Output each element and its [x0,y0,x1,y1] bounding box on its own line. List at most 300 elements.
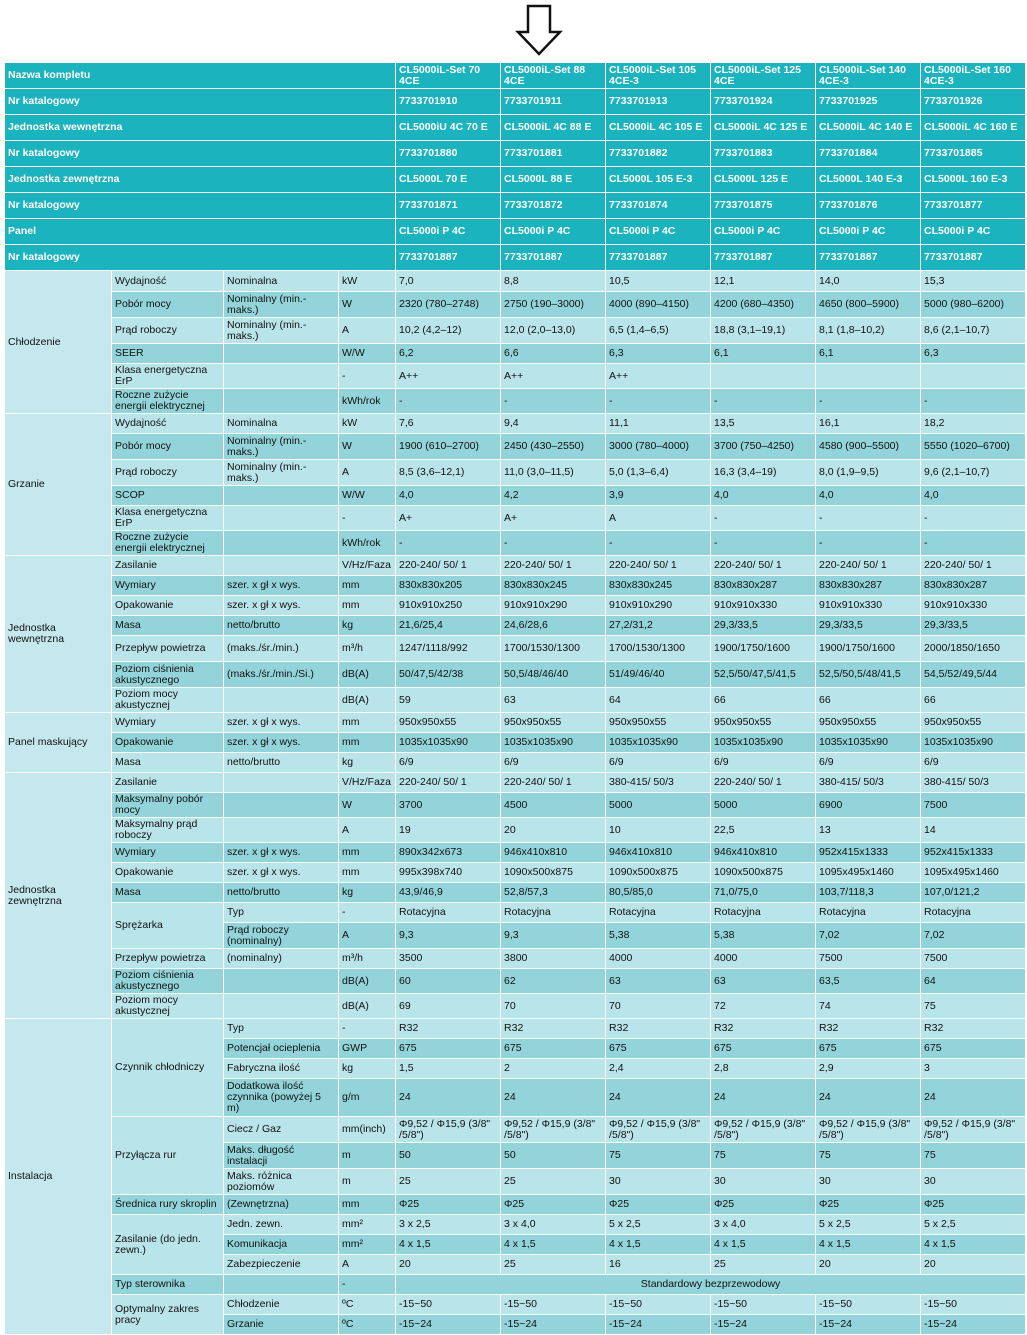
spec-row [5,688,1025,712]
sub-label: Nominalny (min.-maks.) [224,434,338,459]
unit-label: g/m [339,1079,395,1116]
value-cell: 3,9 [606,486,710,505]
unit-label: dB(A) [339,688,395,712]
value-cell: 70 [606,994,710,1018]
value-cell: 29,3/33,5 [711,616,815,635]
spec-row [5,1275,1025,1294]
value-cell: 59 [396,688,500,712]
value-cell: -15~50 [816,1295,920,1314]
header-value: CL5000iL 4C 125 E [711,115,815,140]
value-cell: 4 x 1,5 [501,1235,605,1254]
value-cell: - [921,389,1025,413]
header-label: Nr katalogowy [5,245,395,270]
value-cell: 5000 [606,793,710,817]
value-cell: 830x830x287 [816,576,920,595]
param-label: Optymalny zakres pracy [112,1295,223,1334]
param-label: Czynnik chłodniczy [112,1019,223,1116]
header-label: Jednostka zewnętrzna [5,167,395,192]
header-row [5,219,1025,244]
header-label: Jednostka wewnętrzna [5,115,395,140]
sub-label [224,773,338,792]
param-label: Przyłącza rur [112,1117,223,1194]
param-label: Maksymalny prąd roboczy [112,818,223,842]
value-cell: 8,5 (3,6–12,1) [396,460,500,485]
param-label: Roczne zużycie energii elektrycznej [112,531,223,555]
value-cell: 71,0/75,0 [711,883,815,902]
unit-label: kg [339,1059,395,1078]
value-cell: -15~50 [606,1295,710,1314]
header-row [5,63,1025,88]
header-value: CL5000iL-Set 140 4CE-3 [816,63,920,88]
sub-label [224,1275,338,1294]
unit-label: - [339,903,395,922]
value-cell: 9,3 [396,923,500,948]
unit-label: kg [339,883,395,902]
value-cell: 107,0/121,2 [921,883,1025,902]
value-cell: -15~50 [396,1295,500,1314]
header-value: CL5000L 140 E-3 [816,167,920,192]
sub-label: szer. x gł x wys. [224,596,338,615]
value-cell: 50 [501,1143,605,1168]
value-cell: 9,3 [501,923,605,948]
down-arrow-icon [514,4,564,56]
sub-label: netto/brutto [224,616,338,635]
value-cell: Φ25 [501,1195,605,1214]
header-value: 7733701881 [501,141,605,166]
header-value: CL5000iL 4C 88 E [501,115,605,140]
value-cell: 24 [921,1079,1025,1116]
header-value: CL5000iL-Set 105 4CE-3 [606,63,710,88]
unit-label: dB(A) [339,994,395,1018]
sub-label: Komunikacja [224,1235,338,1254]
value-cell: -15~24 [396,1315,500,1334]
unit-label: - [339,1019,395,1038]
value-cell: 2320 (780–2748) [396,292,500,317]
header-value: 7733701887 [396,245,500,270]
value-cell: 675 [921,1039,1025,1058]
value-cell: 20 [921,1255,1025,1274]
value-cell: 6,5 (1,4–6,5) [606,318,710,343]
value-cell: 25 [711,1255,815,1274]
param-label: Masa [112,616,223,635]
spec-row [5,773,1025,792]
value-cell: 3700 [396,793,500,817]
header-value: CL5000i P 4C [816,219,920,244]
sub-label: Potencjał ocieplenia [224,1039,338,1058]
value-cell: R32 [711,1019,815,1038]
spec-row [5,414,1025,433]
value-cell: 1700/1530/1300 [501,636,605,661]
value-cell: 950x950x55 [921,713,1025,732]
param-label: Sprężarka [112,903,223,948]
section-label: Instalacja [5,1019,111,1334]
unit-label: mm [339,843,395,862]
value-cell: 52,5/50/47,5/41,5 [711,662,815,687]
value-cell: R32 [501,1019,605,1038]
value-cell: 52,8/57,3 [501,883,605,902]
value-cell: 64 [921,969,1025,993]
unit-label: mm [339,1195,395,1214]
value-cell: 380-415/ 50/3 [921,773,1025,792]
value-cell: 4000 [606,949,710,968]
value-cell: 1900/1750/1600 [816,636,920,661]
value-cell: 24 [606,1079,710,1116]
value-cell: 380-415/ 50/3 [606,773,710,792]
header-value: 7733701887 [711,245,815,270]
value-cell: 3 x 4,0 [501,1215,605,1234]
value-cell: 5,0 (1,3–6,4) [606,460,710,485]
spec-row [5,903,1025,922]
value-cell: 75 [606,1143,710,1168]
value-cell: 25 [396,1169,500,1194]
value-cell: A++ [606,364,710,388]
sub-label: Zabezpieczenie [224,1255,338,1274]
value-cell: 910x910x290 [501,596,605,615]
unit-label: A [339,318,395,343]
unit-label: - [339,364,395,388]
value-cell: 2,8 [711,1059,815,1078]
param-label: Wymiary [112,843,223,862]
value-cell: A+ [396,506,500,530]
value-cell: 6,3 [921,344,1025,363]
spec-row [5,531,1025,555]
value-cell: 16 [606,1255,710,1274]
value-cell: 2,9 [816,1059,920,1078]
param-label: Przepływ powietrza [112,636,223,661]
spec-row [5,292,1025,317]
section-label: Panel maskujący [5,713,111,772]
param-label: Przepływ powietrza [112,949,223,968]
header-row [5,193,1025,218]
value-cell: 30 [921,1169,1025,1194]
value-cell [816,364,920,388]
value-cell: 5000 [711,793,815,817]
value-cell: A+ [501,506,605,530]
value-cell: 220-240/ 50/ 1 [501,773,605,792]
sub-label: Ciecz / Gaz [224,1117,338,1142]
value-cell: 9,4 [501,414,605,433]
unit-label: dB(A) [339,969,395,993]
value-cell: 14 [921,818,1025,842]
header-value: 7733701882 [606,141,710,166]
value-cell: 910x910x250 [396,596,500,615]
value-cell: R32 [921,1019,1025,1038]
value-cell: 6/9 [396,753,500,772]
value-cell: 60 [396,969,500,993]
value-cell: 6/9 [816,753,920,772]
sub-label: szer. x gł x wys. [224,863,338,882]
value-cell: 910x910x330 [711,596,815,615]
value-cell: 4,0 [921,486,1025,505]
header-value: 7733701877 [921,193,1025,218]
value-cell: 675 [816,1039,920,1058]
value-cell: 50 [396,1143,500,1168]
spec-row [5,1295,1025,1314]
unit-label: W/W [339,486,395,505]
value-cell: Φ25 [396,1195,500,1214]
unit-label: A [339,923,395,948]
value-cell: 52,5/50,5/48/41,5 [816,662,920,687]
value-cell: 30 [711,1169,815,1194]
value-cell: 830x830x287 [921,576,1025,595]
sub-label [224,389,338,413]
value-cell: 19 [396,818,500,842]
value-cell: 20 [396,1255,500,1274]
value-cell: - [396,531,500,555]
value-cell: 220-240/ 50/ 1 [606,556,710,575]
value-cell: 8,1 (1,8–10,2) [816,318,920,343]
section-label: Jednostka wewnętrzna [5,556,111,712]
param-label: Zasilanie [112,773,223,792]
value-cell: 7500 [921,949,1025,968]
value-cell: 10,5 [606,271,710,291]
value-cell: 1035x1035x90 [396,733,500,752]
sub-label [224,969,338,993]
header-value: CL5000i P 4C [921,219,1025,244]
value-cell: 4 x 1,5 [921,1235,1025,1254]
value-cell: 4 x 1,5 [711,1235,815,1254]
value-cell: 4200 (680–4350) [711,292,815,317]
param-label: Pobór mocy [112,292,223,317]
spec-table [4,62,1026,1335]
spec-row [5,596,1025,615]
sub-label: (nominalny) [224,949,338,968]
value-cell: 6900 [816,793,920,817]
value-cell: 1035x1035x90 [711,733,815,752]
unit-label: kW [339,414,395,433]
value-cell: 1035x1035x90 [921,733,1025,752]
value-cell: 952x415x1333 [921,843,1025,862]
param-label: Poziom ciśnienia akustycznego [112,662,223,687]
spec-row [5,883,1025,902]
value-cell: 74 [816,994,920,1018]
spec-row [5,318,1025,343]
spec-row [5,486,1025,505]
value-cell: 51/49/46/40 [606,662,710,687]
value-cell: 5 x 2,5 [921,1215,1025,1234]
value-cell: 4650 (800–5900) [816,292,920,317]
spec-row [5,576,1025,595]
value-cell: 4 x 1,5 [396,1235,500,1254]
value-cell: 75 [816,1143,920,1168]
value-cell: 995x398x740 [396,863,500,882]
value-cell: 1900 (610–2700) [396,434,500,459]
value-cell: 20 [501,818,605,842]
unit-label: GWP [339,1039,395,1058]
value-cell: 25 [501,1169,605,1194]
section-label: Chłodzenie [5,271,111,413]
param-label: Klasa energetyczna ErP [112,364,223,388]
value-cell: 675 [501,1039,605,1058]
value-cell: 830x830x287 [711,576,815,595]
unit-label: mm [339,713,395,732]
value-cell: 24 [816,1079,920,1116]
value-cell: 830x830x245 [501,576,605,595]
value-cell: 7,02 [921,923,1025,948]
value-cell: 2450 (430–2550) [501,434,605,459]
sub-label [224,531,338,555]
value-cell: 4 x 1,5 [606,1235,710,1254]
value-cell [921,364,1025,388]
value-cell: 7,0 [396,271,500,291]
header-value: 7733701926 [921,89,1025,114]
unit-label: kWh/rok [339,389,395,413]
sub-label [224,994,338,1018]
sub-label: Jedn. zewn. [224,1215,338,1234]
sub-label: Typ [224,903,338,922]
value-cell: 675 [606,1039,710,1058]
value-cell: 11,1 [606,414,710,433]
param-label: Maksymalny pobór mocy [112,793,223,817]
value-cell: 3000 (780–4000) [606,434,710,459]
spec-row [5,818,1025,842]
value-cell: 54,5/52/49,5/44 [921,662,1025,687]
value-cell: 6/9 [711,753,815,772]
value-cell: 220-240/ 50/ 1 [501,556,605,575]
value-cell: 24 [501,1079,605,1116]
value-cell: Rotacyjna [606,903,710,922]
value-cell: 50,5/48/46/40 [501,662,605,687]
header-value: 7733701911 [501,89,605,114]
unit-label: A [339,818,395,842]
param-label: Poziom mocy akustycznej [112,994,223,1018]
spec-row [5,1117,1025,1142]
value-cell: 7,02 [816,923,920,948]
value-cell: - [501,389,605,413]
value-cell: 950x950x55 [606,713,710,732]
value-cell: - [921,506,1025,530]
value-cell: 21,6/25,4 [396,616,500,635]
param-label: Wydajność [112,271,223,291]
unit-label: A [339,1255,395,1274]
value-cell: 70 [501,994,605,1018]
param-label: Klasa energetyczna ErP [112,506,223,530]
header-value: 7733701913 [606,89,710,114]
param-label: Poziom mocy akustycznej [112,688,223,712]
value-cell: 3 [921,1059,1025,1078]
param-label: Średnica rury skroplin [112,1195,223,1214]
value-cell: 10,2 (4,2–12) [396,318,500,343]
header-value: 7733701910 [396,89,500,114]
param-label: Masa [112,883,223,902]
header-value: 7733701887 [501,245,605,270]
value-cell: 11,0 (3,0–11,5) [501,460,605,485]
value-cell: 4580 (900–5500) [816,434,920,459]
unit-label: kW [339,271,395,291]
value-cell: 1900/1750/1600 [711,636,815,661]
param-label: Prąd roboczy [112,460,223,485]
spec-row [5,364,1025,388]
value-cell: A [606,506,710,530]
value-cell: -15~24 [816,1315,920,1334]
sub-label: Nominalna [224,414,338,433]
value-cell: 63 [711,969,815,993]
value-cell: 4,0 [816,486,920,505]
value-cell: Φ25 [711,1195,815,1214]
header-value: CL5000i P 4C [606,219,710,244]
value-cell: 4,2 [501,486,605,505]
value-cell: 1700/1530/1300 [606,636,710,661]
header-value: 7733701874 [606,193,710,218]
merged-value: Standardowy bezprzewodowy [396,1275,1025,1294]
value-cell: 220-240/ 50/ 1 [396,556,500,575]
value-cell: 5,38 [606,923,710,948]
value-cell: 3 x 2,5 [396,1215,500,1234]
spec-row [5,434,1025,459]
value-cell: 5 x 2,5 [606,1215,710,1234]
value-cell: R32 [606,1019,710,1038]
spec-row [5,616,1025,635]
value-cell: 3500 [396,949,500,968]
header-value: 7733701924 [711,89,815,114]
param-label: Wymiary [112,576,223,595]
header-value: CL5000iU 4C 70 E [396,115,500,140]
header-row [5,167,1025,192]
param-label: Masa [112,753,223,772]
value-cell: 1090x500x875 [606,863,710,882]
header-value: CL5000i P 4C [711,219,815,244]
value-cell: 16,3 (3,4–19) [711,460,815,485]
value-cell: Φ9,52 / Φ15,9 (3/8" /5/8") [711,1117,815,1142]
spec-row [5,662,1025,687]
value-cell: - [501,531,605,555]
unit-label: mm² [339,1235,395,1254]
unit-label: A [339,460,395,485]
sub-label: szer. x gł x wys. [224,733,338,752]
value-cell: 1035x1035x90 [606,733,710,752]
header-value: CL5000L 88 E [501,167,605,192]
value-cell: Rotacyjna [396,903,500,922]
sub-label [224,506,338,530]
value-cell: 13,5 [711,414,815,433]
value-cell: - [711,506,815,530]
sub-label [224,688,338,712]
value-cell: 103,7/118,3 [816,883,920,902]
value-cell: 1247/1118/992 [396,636,500,661]
value-cell: 63 [501,688,605,712]
value-cell: Φ25 [921,1195,1025,1214]
value-cell: 950x950x55 [396,713,500,732]
header-value: 7733701880 [396,141,500,166]
value-cell: 5000 (980–6200) [921,292,1025,317]
value-cell: -15~24 [606,1315,710,1334]
value-cell: 6/9 [606,753,710,772]
value-cell: 12,0 (2,0–13,0) [501,318,605,343]
value-cell: 14,0 [816,271,920,291]
value-cell: -15~50 [921,1295,1025,1314]
spec-row [5,949,1025,968]
value-cell: A++ [396,364,500,388]
value-cell: 6,1 [816,344,920,363]
value-cell: 910x910x330 [816,596,920,615]
spec-row [5,793,1025,817]
header-value: 7733701887 [921,245,1025,270]
value-cell: 675 [396,1039,500,1058]
value-cell: Φ9,52 / Φ15,9 (3/8" /5/8") [816,1117,920,1142]
header-value: 7733701871 [396,193,500,218]
sub-label: Dodatkowa ilość czynnika (powyżej 5 m) [224,1079,338,1116]
header-value: CL5000iL 4C 140 E [816,115,920,140]
value-cell: 66 [711,688,815,712]
value-cell: Rotacyjna [711,903,815,922]
spec-row [5,753,1025,772]
value-cell: 20 [816,1255,920,1274]
unit-label: mm² [339,1215,395,1234]
value-cell: A++ [501,364,605,388]
unit-label: V/Hz/Faza [339,556,395,575]
unit-label: W [339,292,395,317]
value-cell: 63 [606,969,710,993]
